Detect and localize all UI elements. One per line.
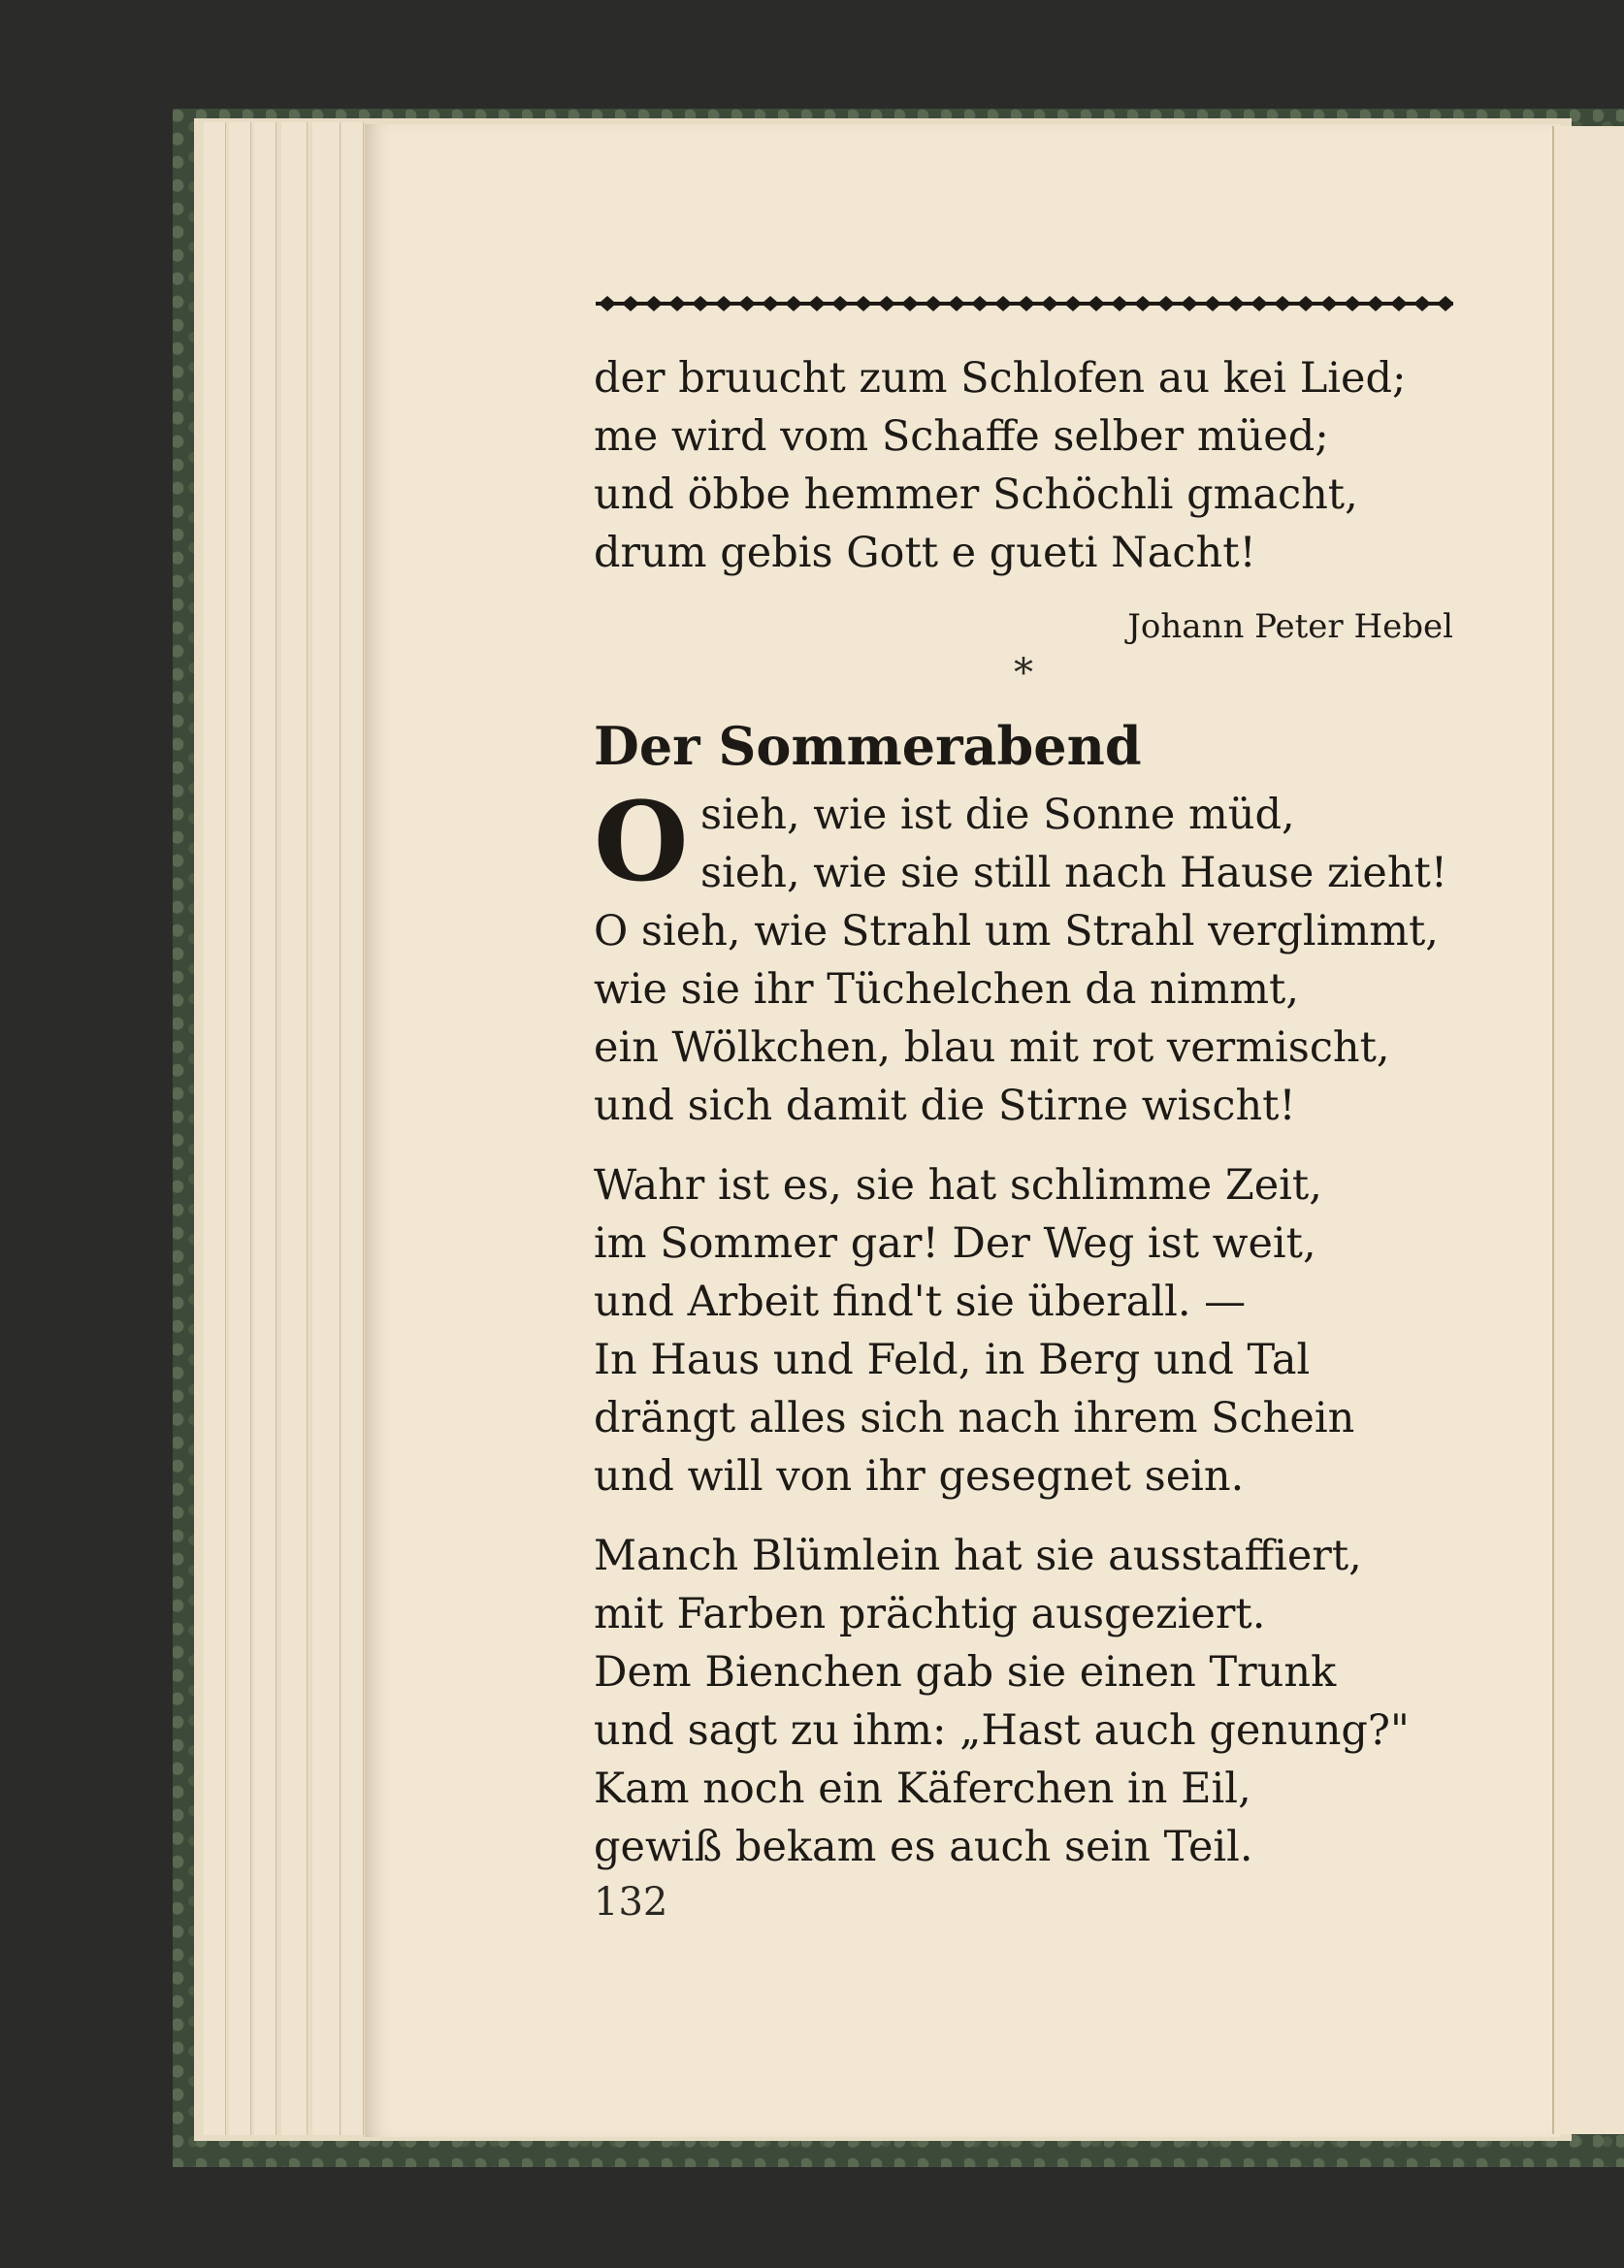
- verse-line: sieh, wie sie still nach Hause zieht!: [700, 849, 1448, 897]
- verse-line: im Sommer gar! Der Weg ist weit,: [594, 1219, 1316, 1268]
- author-attribution: Johann Peter Hebel: [1127, 607, 1453, 646]
- page-edge: [341, 122, 364, 2135]
- verse-line: und Arbeit find't sie überall. —: [594, 1278, 1247, 1326]
- verse-line: me wird vom Schaffe selber müed;: [594, 412, 1329, 461]
- verse-line: Manch Blümlein hat sie ausstaffiert,: [594, 1532, 1362, 1580]
- verse-line: gewiß bekam es auch sein Teil.: [594, 1823, 1253, 1871]
- page-edge: [312, 122, 341, 2135]
- verse-line: der bruucht zum Schlofen au kei Lied;: [594, 354, 1407, 403]
- verse-line: und öbbe hemmer Schöchli gmacht,: [594, 470, 1358, 519]
- verse-line: ein Wölkchen, blau mit rot vermischt,: [594, 1023, 1390, 1072]
- page-edge: [281, 122, 308, 2135]
- verse-line: O sieh, wie Strahl um Strahl verglimmt,: [594, 907, 1439, 956]
- drop-cap: O: [594, 779, 689, 906]
- verse-line: drängt alles sich nach ihrem Schein: [594, 1394, 1355, 1442]
- page-number: 132: [594, 1880, 668, 1925]
- poem-title: Der Sommerabend: [594, 715, 1142, 777]
- verse-line: wie sie ihr Tüchelchen da nimmt,: [594, 965, 1299, 1014]
- page-edge: [204, 122, 226, 2135]
- verse-line: und will von ihr gesegnet sein.: [594, 1452, 1245, 1501]
- stanza-2: [594, 1156, 1467, 1506]
- ornament-border: [596, 291, 1453, 316]
- verse-line: und sagt zu ihm: „Hast auch genung?": [594, 1706, 1410, 1755]
- verse-line: Kam noch ein Käferchen in Eil,: [594, 1765, 1251, 1813]
- stanza-1: [594, 779, 1467, 1135]
- verse-line: In Haus und Feld, in Berg und Tal: [594, 1336, 1311, 1384]
- facing-page-edge: [1552, 126, 1624, 2134]
- asterisk-separator: *: [1014, 651, 1033, 696]
- previous-poem-ending: [594, 349, 1467, 582]
- page-edge: [254, 122, 276, 2135]
- first-line: [594, 779, 1467, 906]
- stanza-3: [594, 1527, 1467, 1876]
- verse-line: mit Farben prächtig ausgeziert.: [594, 1590, 1266, 1638]
- verse-line: Wahr ist es, sie hat schlimme Zeit,: [594, 1161, 1322, 1210]
- page-edge: [229, 122, 251, 2135]
- verse-line: und sich damit die Stirne wischt!: [594, 1082, 1296, 1130]
- verse-line: drum gebis Gott e gueti Nacht!: [594, 529, 1256, 577]
- page-text: [594, 349, 1467, 1897]
- verse-line: sieh, wie ist die Sonne müd,: [700, 791, 1295, 839]
- verse-line: Dem Bienchen gab sie einen Trunk: [594, 1648, 1337, 1697]
